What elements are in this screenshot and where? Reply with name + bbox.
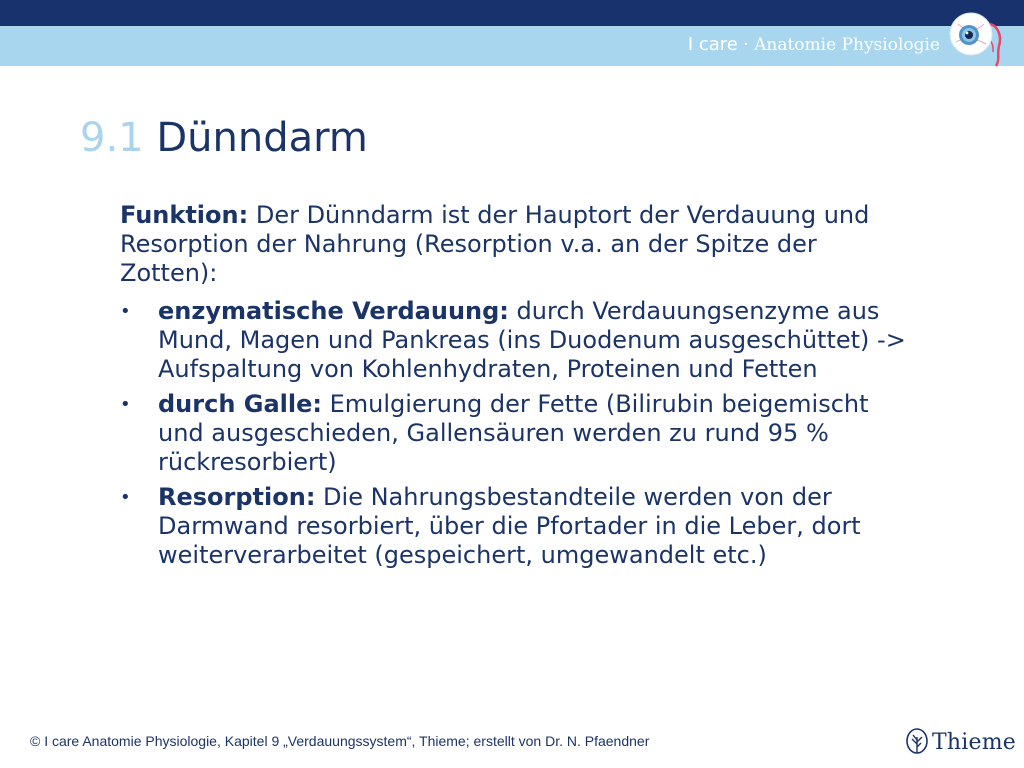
bullet-text: durch Verdauungsenzyme aus Mund, Magen und Pankreas (ins Duodenum ausgeschüttet) -> Aufspaltung von Kohlenhydraten, Proteinen und Fetten bbox=[158, 297, 906, 383]
publisher-logo bbox=[906, 726, 1016, 758]
intro-text: Der Dünndarm ist der Hauptort der Verdauung und Resorption der Nahrung (Resorption v.a. an der Spitze der Zotten): bbox=[120, 201, 870, 287]
publisher-name: Thieme bbox=[932, 729, 1016, 755]
bullet-text: Die Nahrungsbestandteile werden von der Darmwand resorbiert, über die Pfortader in die Leber, dort weiterverarbeitet (gespeichert, umgewandelt etc.) bbox=[158, 483, 861, 569]
title-text: Dünndarm bbox=[143, 115, 368, 161]
bullet-marker: • bbox=[120, 487, 131, 508]
intro-paragraph bbox=[120, 201, 910, 288]
page-title bbox=[80, 112, 368, 164]
bullet-label: Resorption: bbox=[158, 483, 316, 511]
bullet-label: enzymatische Verdauung: bbox=[158, 297, 509, 325]
bullet-marker: • bbox=[120, 301, 131, 322]
title-number: 9.1 bbox=[80, 115, 144, 161]
bullet-marker: • bbox=[120, 394, 131, 415]
list-item bbox=[120, 483, 910, 570]
eye-icon bbox=[944, 6, 1016, 70]
slide-body bbox=[120, 201, 910, 576]
intro-label: Funktion: bbox=[120, 201, 249, 229]
tree-logo-icon bbox=[906, 728, 928, 756]
brand-sub: · Anatomie Physiologie bbox=[737, 35, 940, 55]
list-item bbox=[120, 390, 910, 477]
brand-main: I care bbox=[687, 34, 738, 55]
bullet-label: durch Galle: bbox=[158, 390, 322, 418]
brand-label bbox=[688, 34, 940, 55]
bullet-text: Emulgierung der Fette (Bilirubin beigemischt und ausgeschieden, Gallensäuren werden zu rund 95 % rückresorbiert) bbox=[158, 390, 869, 476]
bullet-list bbox=[120, 297, 910, 570]
list-item bbox=[120, 297, 910, 384]
footer-copyright: © I care Anatomie Physiologie, Kapitel 9 „Verdauungssystem“, Thieme; erstellt von Dr. N. Pfaendner bbox=[30, 733, 650, 749]
header-top-bar bbox=[0, 0, 1024, 26]
